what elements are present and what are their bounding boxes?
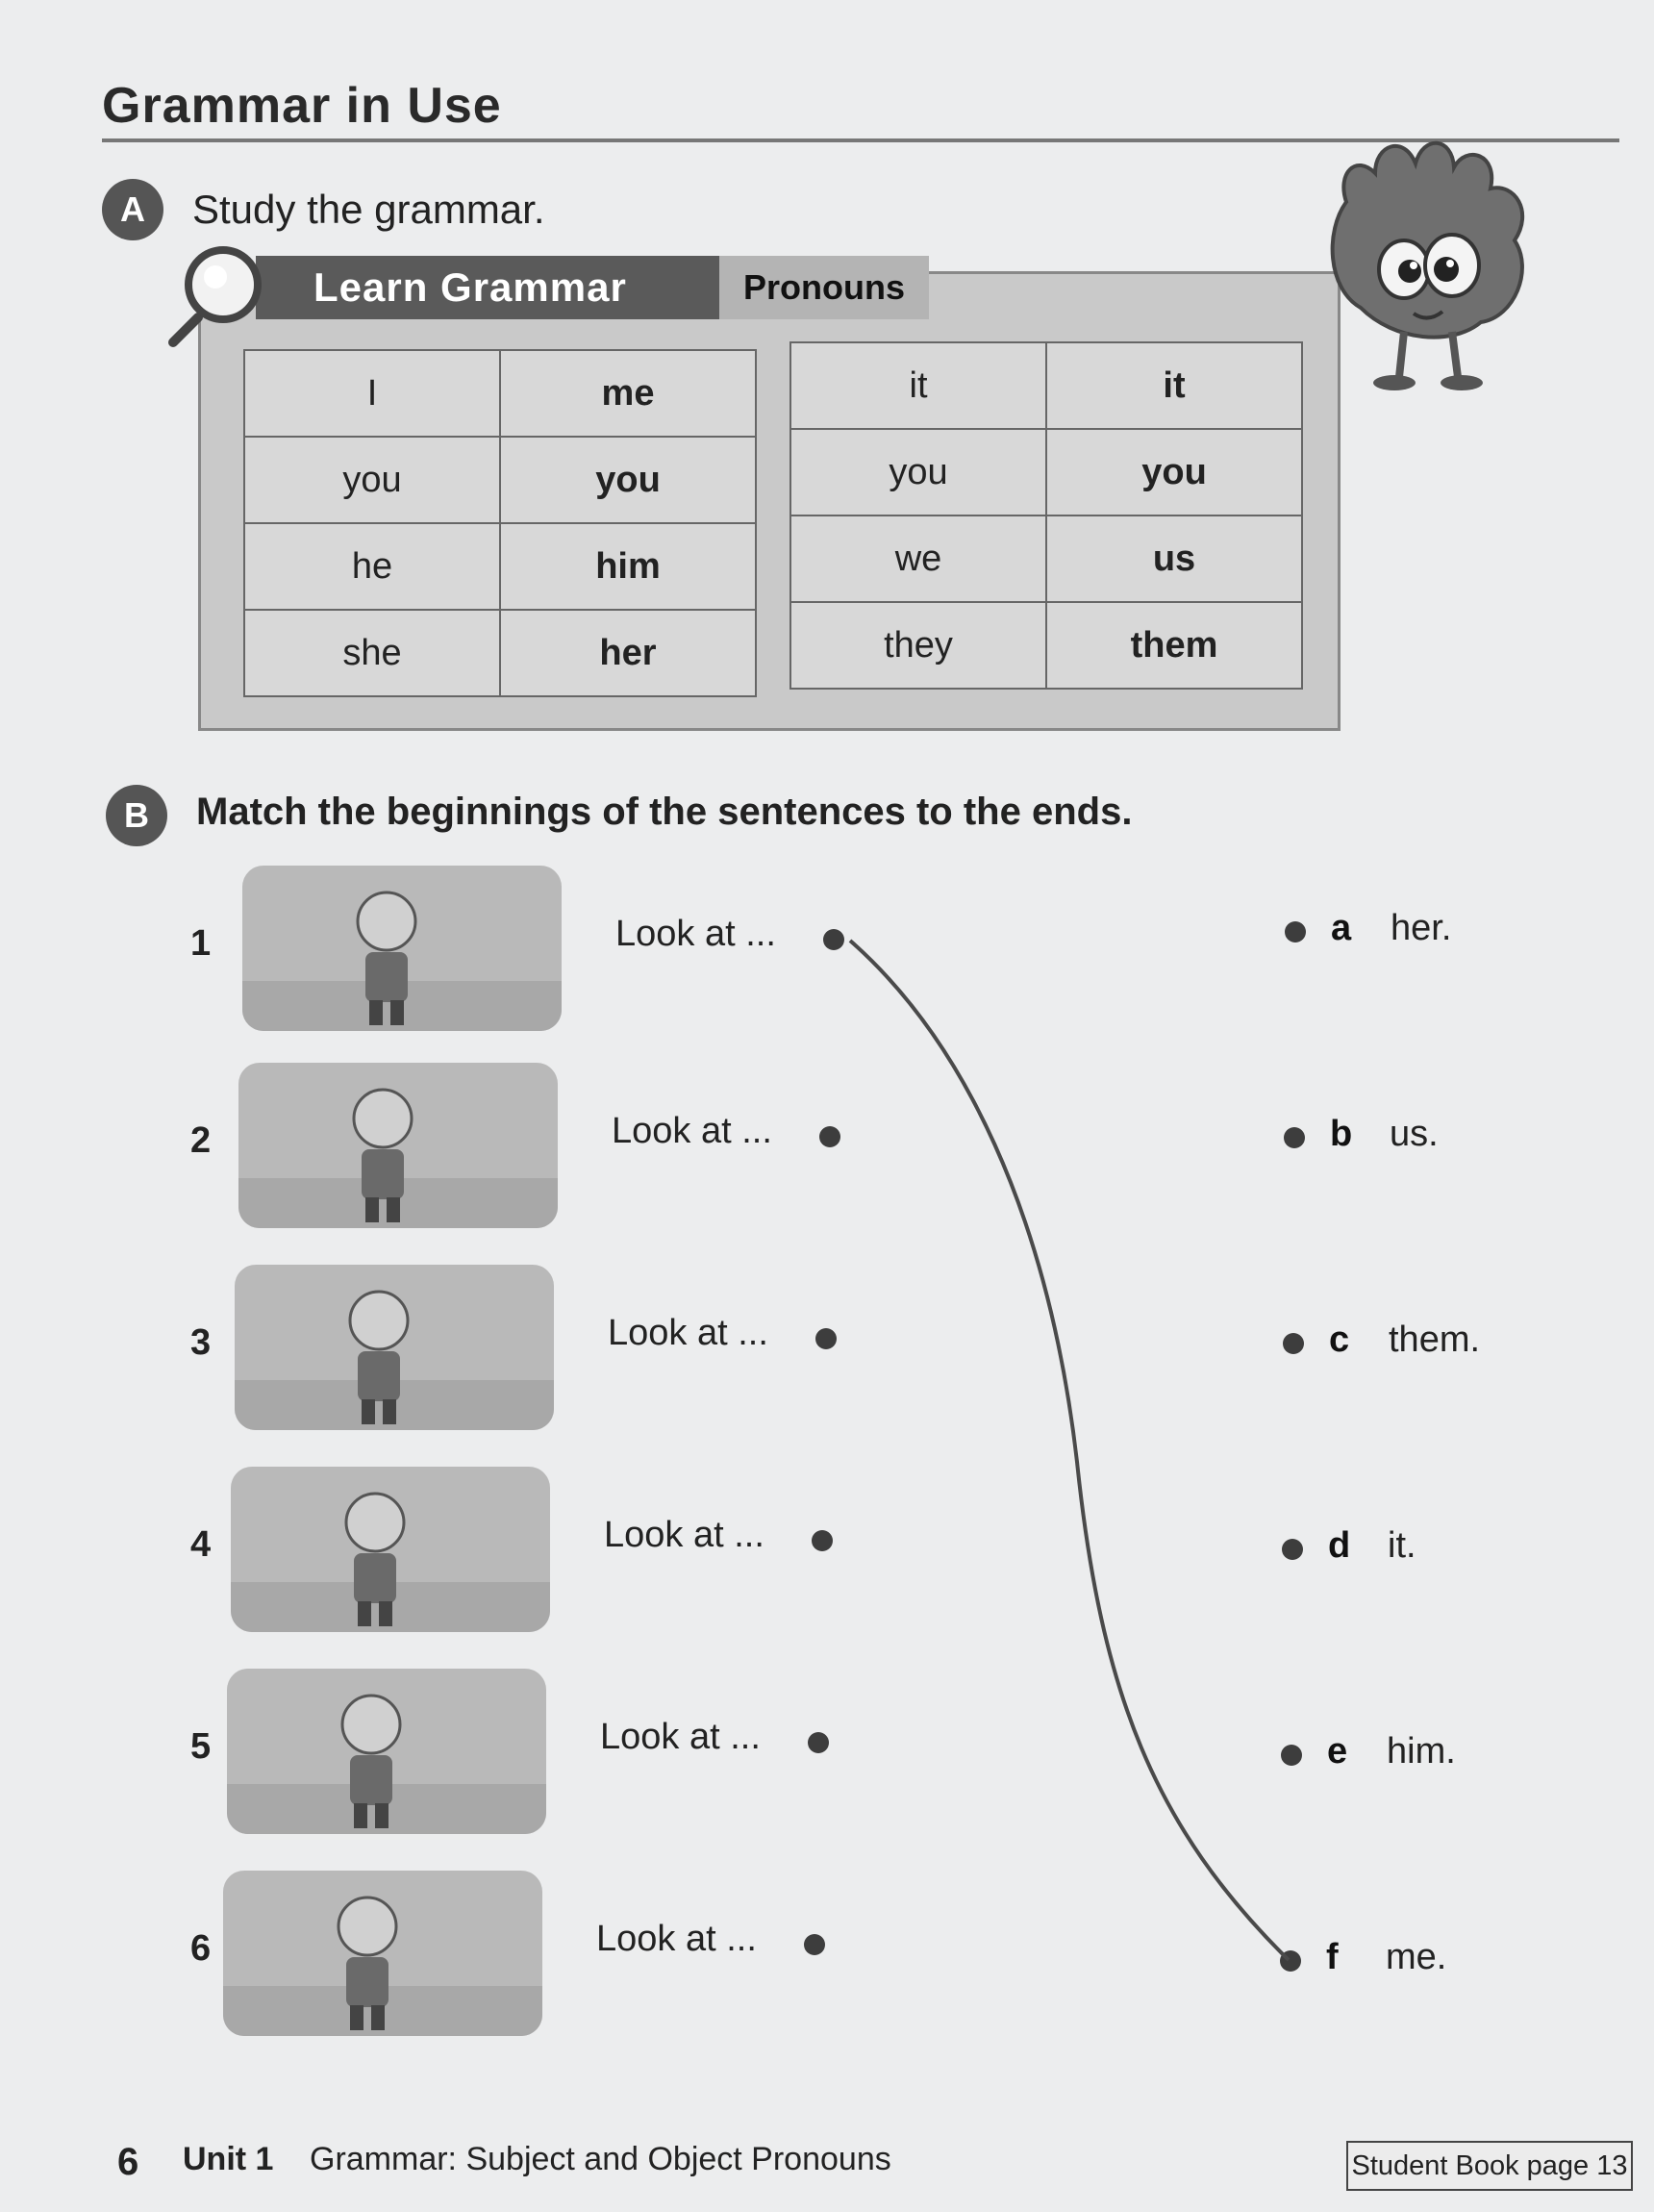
item-number: 6 [190,1928,212,1969]
item-number: 4 [190,1524,212,1565]
item-number: 1 [190,923,212,964]
item-number: 5 [190,1726,212,1767]
item-number: 2 [190,1120,212,1161]
student-book-ref: Student Book page 13 [1346,2141,1633,2191]
sentence-beginning: Look at ... [596,1919,757,1959]
ending-letter: b [1330,1114,1353,1154]
object-pronoun: it [1046,342,1302,429]
subject-pronoun: you [244,437,500,523]
topic-tab: Pronouns [719,256,929,319]
object-pronoun: them [1046,602,1302,689]
sentence-ending: her. [1391,908,1452,948]
item-number: 3 [190,1322,212,1363]
subject-pronoun: it [790,342,1046,429]
object-pronoun: him [500,523,756,610]
subject-pronoun: I [244,350,500,437]
ending-letter: c [1329,1320,1350,1360]
sentence-beginning: Look at ... [604,1515,764,1555]
sentence-beginning: Look at ... [615,914,776,954]
section-b-badge: B [106,785,167,846]
section-b-title: Match the beginnings of the sentences to the ends. [196,791,1133,833]
subject-pronoun: she [244,610,500,696]
object-pronoun: her [500,610,756,696]
sentence-ending: me. [1386,1937,1447,1977]
learn-grammar-label: Learn Grammar [313,264,627,310]
subject-pronoun: you [790,429,1046,515]
sentence-ending: it. [1388,1525,1416,1566]
object-pronoun: us [1046,515,1302,602]
section-a-badge: A [102,179,163,240]
page-number: 6 [117,2141,139,2183]
sentence-beginning: Look at ... [600,1717,761,1757]
object-pronoun: me [500,350,756,437]
sentence-beginning: Look at ... [612,1111,772,1151]
subject-pronoun: he [244,523,500,610]
sentence-ending: them. [1389,1320,1481,1360]
ending-letter: d [1328,1525,1351,1566]
ending-letter: e [1327,1731,1348,1772]
sentence-ending: him. [1387,1731,1456,1772]
ending-letter: a [1331,908,1352,948]
footer-subtitle: Grammar: Subject and Object Pronouns [310,2141,891,2177]
unit-label: Unit 1 [183,2141,274,2177]
sentence-beginning: Look at ... [608,1313,768,1353]
page-title: Grammar in Use [102,78,502,134]
sentence-ending: us. [1390,1114,1439,1154]
subject-pronoun: they [790,602,1046,689]
subject-pronoun: we [790,515,1046,602]
section-a-title: Study the grammar. [192,187,545,232]
object-pronoun: you [500,437,756,523]
ending-letter: f [1326,1937,1339,1977]
object-pronoun: you [1046,429,1302,515]
